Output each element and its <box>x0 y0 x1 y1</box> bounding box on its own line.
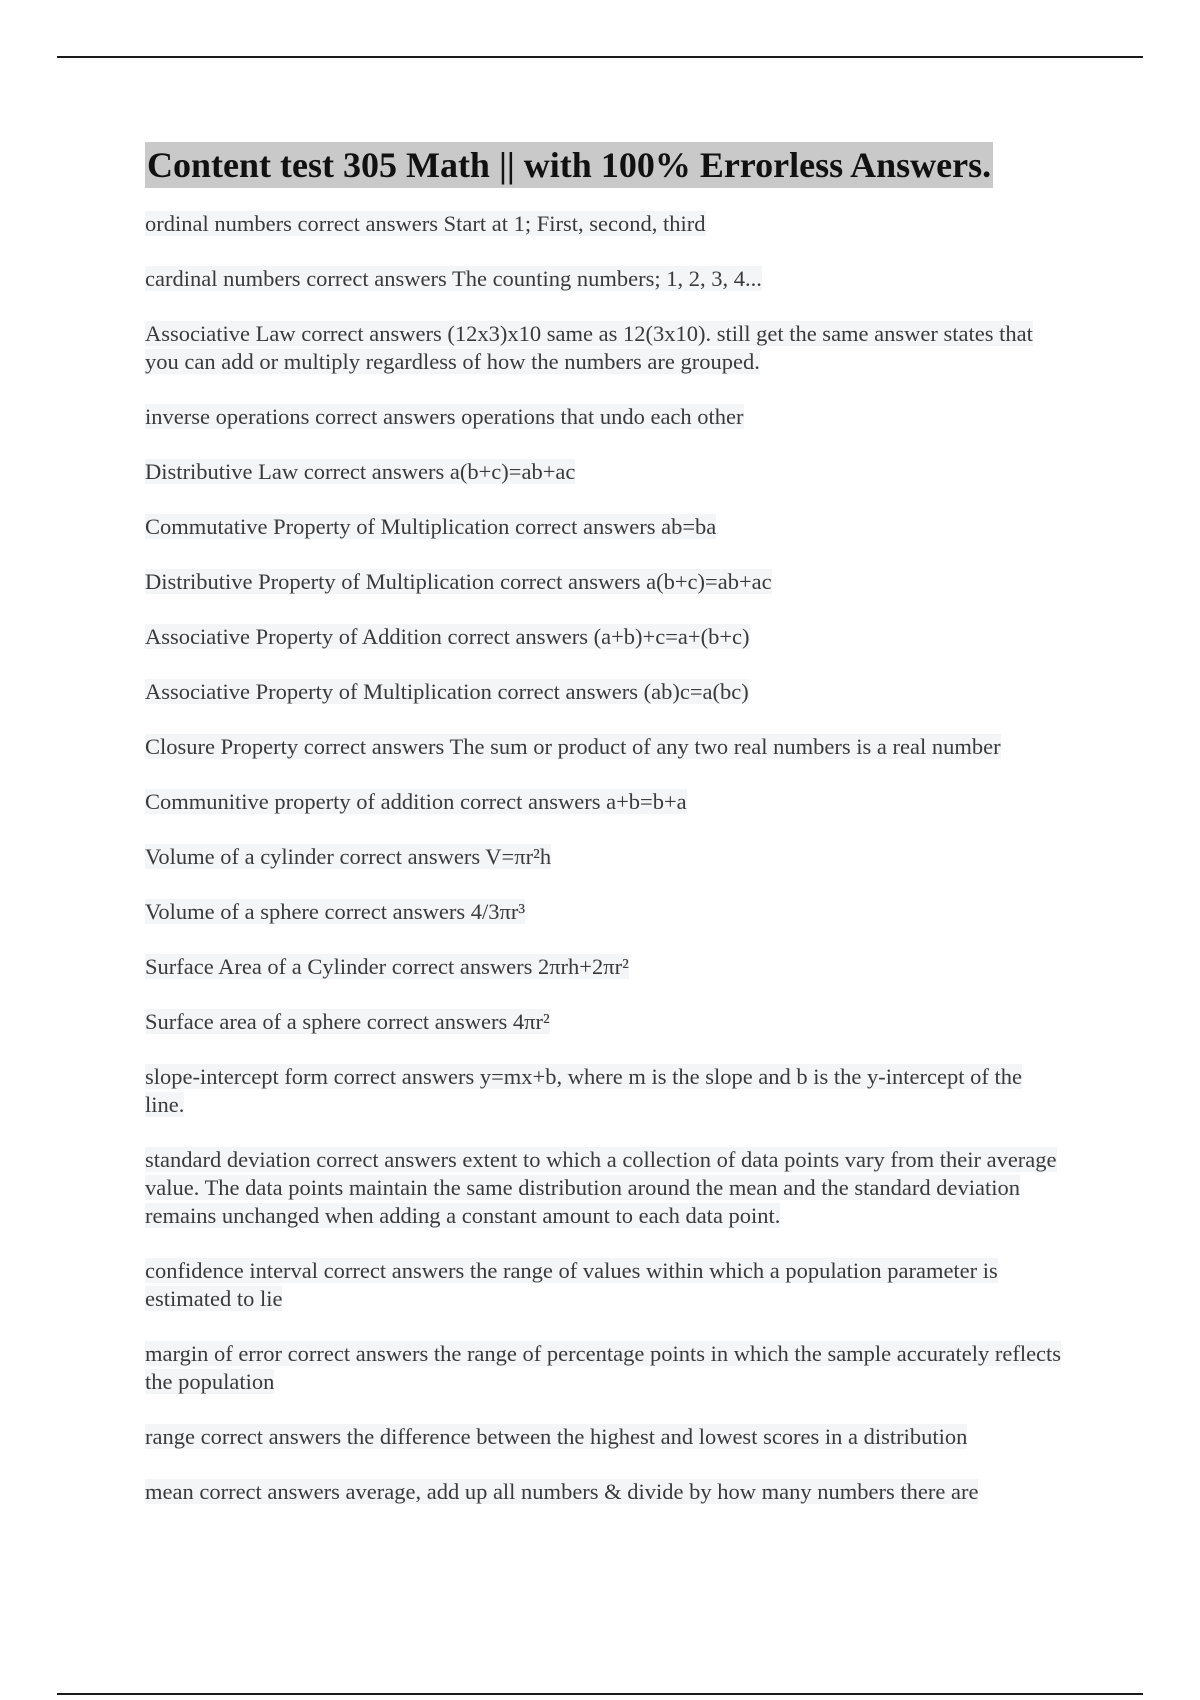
qa-entry-text: Commutative Property of Multiplication correct answers ab=ba <box>145 514 717 539</box>
qa-entry <box>145 623 1065 651</box>
qa-entry <box>145 898 1065 926</box>
qa-entry <box>145 1257 1065 1313</box>
qa-entry-text: Volume of a sphere correct answers 4/3πr³ <box>145 899 526 924</box>
qa-entry <box>145 1008 1065 1036</box>
qa-entry <box>145 1340 1065 1396</box>
qa-entry-text: confidence interval correct answers the range of values within which a population parameter is estimated to lie <box>145 1258 998 1311</box>
qa-entry-text: margin of error correct answers the range of percentage points in which the sample accurately reflects the population <box>145 1341 1062 1394</box>
qa-entry-text: cardinal numbers correct answers The counting numbers; 1, 2, 3, 4... <box>145 266 762 291</box>
qa-entry-text: Associative Law correct answers (12x3)x10 same as 12(3x10). still get the same answer states that you can add or multiply regardless of how the numbers are grouped. <box>145 321 1033 374</box>
document-body <box>145 142 1065 1533</box>
qa-entry-text: ordinal numbers correct answers Start at 1; First, second, third <box>145 211 706 236</box>
qa-entry <box>145 458 1065 486</box>
qa-entry <box>145 1478 1065 1506</box>
qa-entry-text: Distributive Law correct answers a(b+c)=ab+ac <box>145 459 576 484</box>
qa-entry-text: Associative Property of Multiplication correct answers (ab)c=a(bc) <box>145 679 749 704</box>
qa-entry <box>145 1063 1065 1119</box>
qa-entry-text: range correct answers the difference between the highest and lowest scores in a distribution <box>145 1424 968 1449</box>
header-rule <box>57 56 1143 58</box>
qa-entry-text: Communitive property of addition correct answers a+b=b+a <box>145 789 687 814</box>
qa-entry <box>145 320 1065 376</box>
qa-entry-text: Associative Property of Addition correct answers (a+b)+c=a+(b+c) <box>145 624 750 649</box>
qa-entry <box>145 513 1065 541</box>
qa-entry <box>145 788 1065 816</box>
qa-entry-text: Volume of a cylinder correct answers V=πr²h <box>145 844 552 869</box>
document-title: Content test 305 Math || with 100% Errorless Answers. <box>145 142 993 188</box>
footer-rule <box>57 1693 1143 1695</box>
qa-entry <box>145 733 1065 761</box>
qa-entry <box>145 1423 1065 1451</box>
qa-entry <box>145 403 1065 431</box>
qa-entry <box>145 843 1065 871</box>
qa-entry <box>145 210 1065 238</box>
qa-entry-text: Surface Area of a Cylinder correct answers 2πrh+2πr² <box>145 954 629 979</box>
qa-entry-text: Closure Property correct answers The sum or product of any two real numbers is a real number <box>145 734 1001 759</box>
qa-entry-text: Distributive Property of Multiplication correct answers a(b+c)=ab+ac <box>145 569 772 594</box>
qa-entry-text: mean correct answers average, add up all numbers & divide by how many numbers there are <box>145 1479 979 1504</box>
qa-entry <box>145 953 1065 981</box>
qa-entry <box>145 568 1065 596</box>
qa-entry-list <box>145 210 1065 1506</box>
qa-entry-text: inverse operations correct answers operations that undo each other <box>145 404 744 429</box>
qa-entry-text: standard deviation correct answers extent to which a collection of data points vary from their average value. The data points maintain the same distribution around the mean and the standard deviation remains unchanged when adding a constant amount to each data point. <box>145 1147 1057 1228</box>
qa-entry <box>145 678 1065 706</box>
qa-entry-text: Surface area of a sphere correct answers 4πr² <box>145 1009 550 1034</box>
qa-entry <box>145 1146 1065 1230</box>
qa-entry <box>145 265 1065 293</box>
qa-entry-text: slope-intercept form correct answers y=mx+b, where m is the slope and b is the y-intercept of the line. <box>145 1064 1022 1117</box>
